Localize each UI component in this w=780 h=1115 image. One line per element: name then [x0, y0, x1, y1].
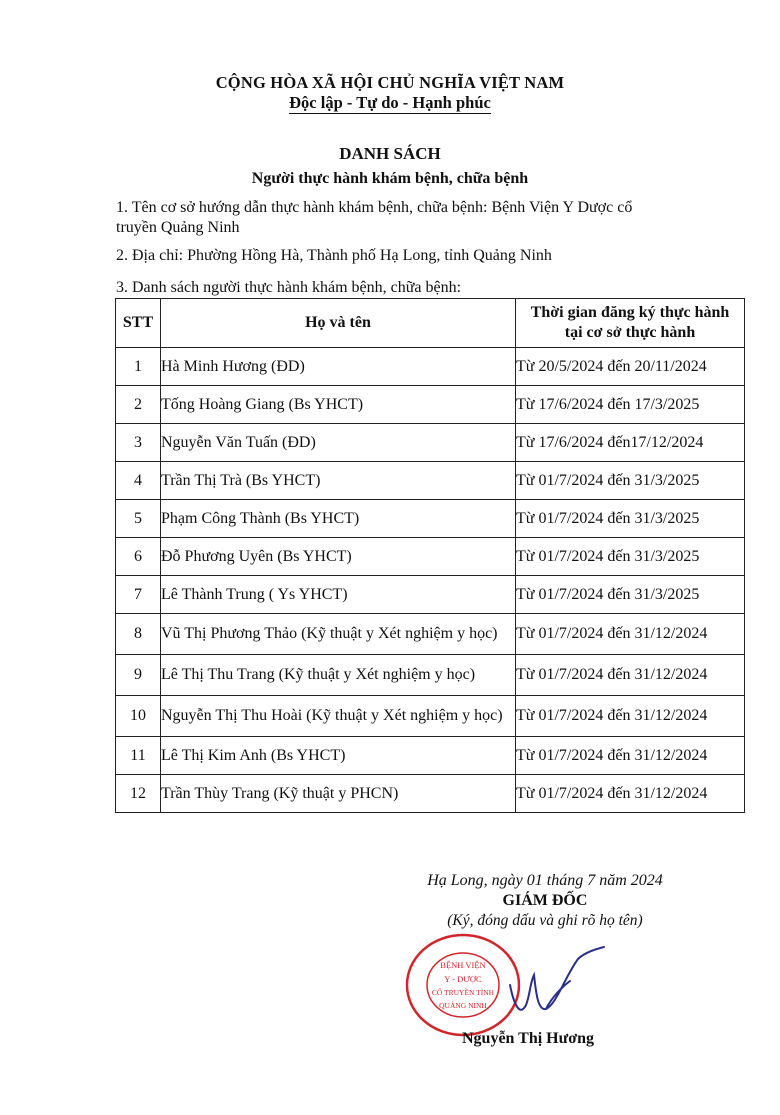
- row-name: Lê Thành Trung ( Ys YHCT): [161, 576, 516, 614]
- row-name: Lê Thị Thu Trang (Kỹ thuật y Xét nghiệm y học): [161, 655, 516, 696]
- seal-line-4: QUẢNG NINH: [439, 1001, 487, 1010]
- row-name: Đỗ Phương Uyên (Bs YHCT): [161, 538, 516, 576]
- row-time: Từ 01/7/2024 đến 31/3/2025: [516, 500, 745, 538]
- table-row: [116, 500, 745, 538]
- table-row: [116, 614, 745, 655]
- row-stt: 2: [116, 386, 161, 424]
- table-row: [116, 424, 745, 462]
- document-subtitle: Người thực hành khám bệnh, chữa bệnh: [251, 170, 529, 187]
- table-row: [116, 348, 745, 386]
- header-name: Họ và tên: [161, 299, 516, 348]
- motto-text: Độc lập - Tự do - Hạnh phúc: [289, 93, 491, 112]
- table-header-row: [116, 299, 745, 348]
- row-time: Từ 01/7/2024 đến 31/3/2025: [516, 538, 745, 576]
- row-stt: 12: [116, 775, 161, 813]
- row-stt: 10: [116, 696, 161, 737]
- document-title: DANH SÁCH: [339, 144, 441, 163]
- motto-heading: [0, 93, 780, 113]
- row-name: Tống Hoàng Giang (Bs YHCT): [161, 386, 516, 424]
- header-time: [516, 299, 745, 348]
- row-name: Trần Thị Trà (Bs YHCT): [161, 462, 516, 500]
- row-time: Từ 01/7/2024 đến 31/12/2024: [516, 655, 745, 696]
- row-stt: 9: [116, 655, 161, 696]
- handwritten-signature: [500, 945, 610, 1025]
- row-time: Từ 01/7/2024 đến 31/3/2025: [516, 576, 745, 614]
- row-name: Lê Thị Kim Anh (Bs YHCT): [161, 737, 516, 775]
- row-name: Phạm Công Thành (Bs YHCT): [161, 500, 516, 538]
- item-facility-line2: truyền Quảng Ninh: [116, 219, 240, 236]
- row-stt: 8: [116, 614, 161, 655]
- table-row: [116, 386, 745, 424]
- table-row: [116, 655, 745, 696]
- row-stt: 4: [116, 462, 161, 500]
- table-row: [116, 696, 745, 737]
- row-time: Từ 01/7/2024 đến 31/3/2025: [516, 462, 745, 500]
- item-list-heading: 3. Danh sách người thực hành khám bệnh, chữa bệnh:: [116, 279, 462, 296]
- seal-line-1: BỆNH VIỆN: [440, 960, 486, 970]
- row-stt: 3: [116, 424, 161, 462]
- row-stt: 6: [116, 538, 161, 576]
- row-time: Từ 01/7/2024 đến 31/12/2024: [516, 614, 745, 655]
- row-time: Từ 20/5/2024 đến 20/11/2024: [516, 348, 745, 386]
- row-stt: 7: [116, 576, 161, 614]
- row-name: Nguyễn Văn Tuấn (ĐD): [161, 424, 516, 462]
- signature-note: (Ký, đóng dấu và ghi rõ họ tên): [447, 912, 643, 929]
- table-body: [116, 348, 745, 813]
- signatory-name: Nguyễn Thị Hương: [462, 1030, 594, 1047]
- signature-role: GIÁM ĐỐC: [502, 892, 588, 909]
- row-name: Hà Minh Hương (ĐD): [161, 348, 516, 386]
- table-row: [116, 538, 745, 576]
- item-address: 2. Địa chỉ: Phường Hồng Hà, Thành phố Hạ Long, tỉnh Quảng Ninh: [116, 247, 552, 264]
- row-time: Từ 01/7/2024 đến 31/12/2024: [516, 696, 745, 737]
- table-row: [116, 775, 745, 813]
- item-facility: [116, 198, 716, 238]
- header-stt: STT: [116, 299, 161, 348]
- row-name: Vũ Thị Phương Thảo (Kỹ thuật y Xét nghiệm y học): [161, 614, 516, 655]
- nation-heading: CỘNG HÒA XÃ HỘI CHỦ NGHĨA VIỆT NAM: [215, 73, 565, 92]
- row-time: Từ 01/7/2024 đến 31/12/2024: [516, 737, 745, 775]
- row-time: Từ 01/7/2024 đến 31/12/2024: [516, 775, 745, 813]
- practitioner-table: [115, 298, 745, 813]
- row-name: Nguyễn Thị Thu Hoài (Kỹ thuật y Xét nghiệm y học): [161, 696, 516, 737]
- seal-line-3: CỔ TRUYỀN TỈNH: [431, 988, 495, 997]
- signature-date: Hạ Long, ngày 01 tháng 7 năm 2024: [427, 872, 663, 889]
- table-row: [116, 737, 745, 775]
- row-time: Từ 17/6/2024 đến 17/3/2025: [516, 386, 745, 424]
- table-row: [116, 462, 745, 500]
- row-time: Từ 17/6/2024 đến17/12/2024: [516, 424, 745, 462]
- table-row: [116, 576, 745, 614]
- seal-line-2: Y - DƯỢC: [444, 974, 482, 984]
- row-stt: 1: [116, 348, 161, 386]
- item-facility-line1: 1. Tên cơ sở hướng dẫn thực hành khám bệnh, chữa bệnh: Bệnh Viện Y Dược cổ: [116, 199, 633, 216]
- header-time-line2: tại cơ sở thực hành: [564, 324, 696, 341]
- row-stt: 5: [116, 500, 161, 538]
- row-stt: 11: [116, 737, 161, 775]
- header-time-line1: Thời gian đăng ký thực hành: [530, 304, 730, 321]
- row-name: Trần Thùy Trang (Kỹ thuật y PHCN): [161, 775, 516, 813]
